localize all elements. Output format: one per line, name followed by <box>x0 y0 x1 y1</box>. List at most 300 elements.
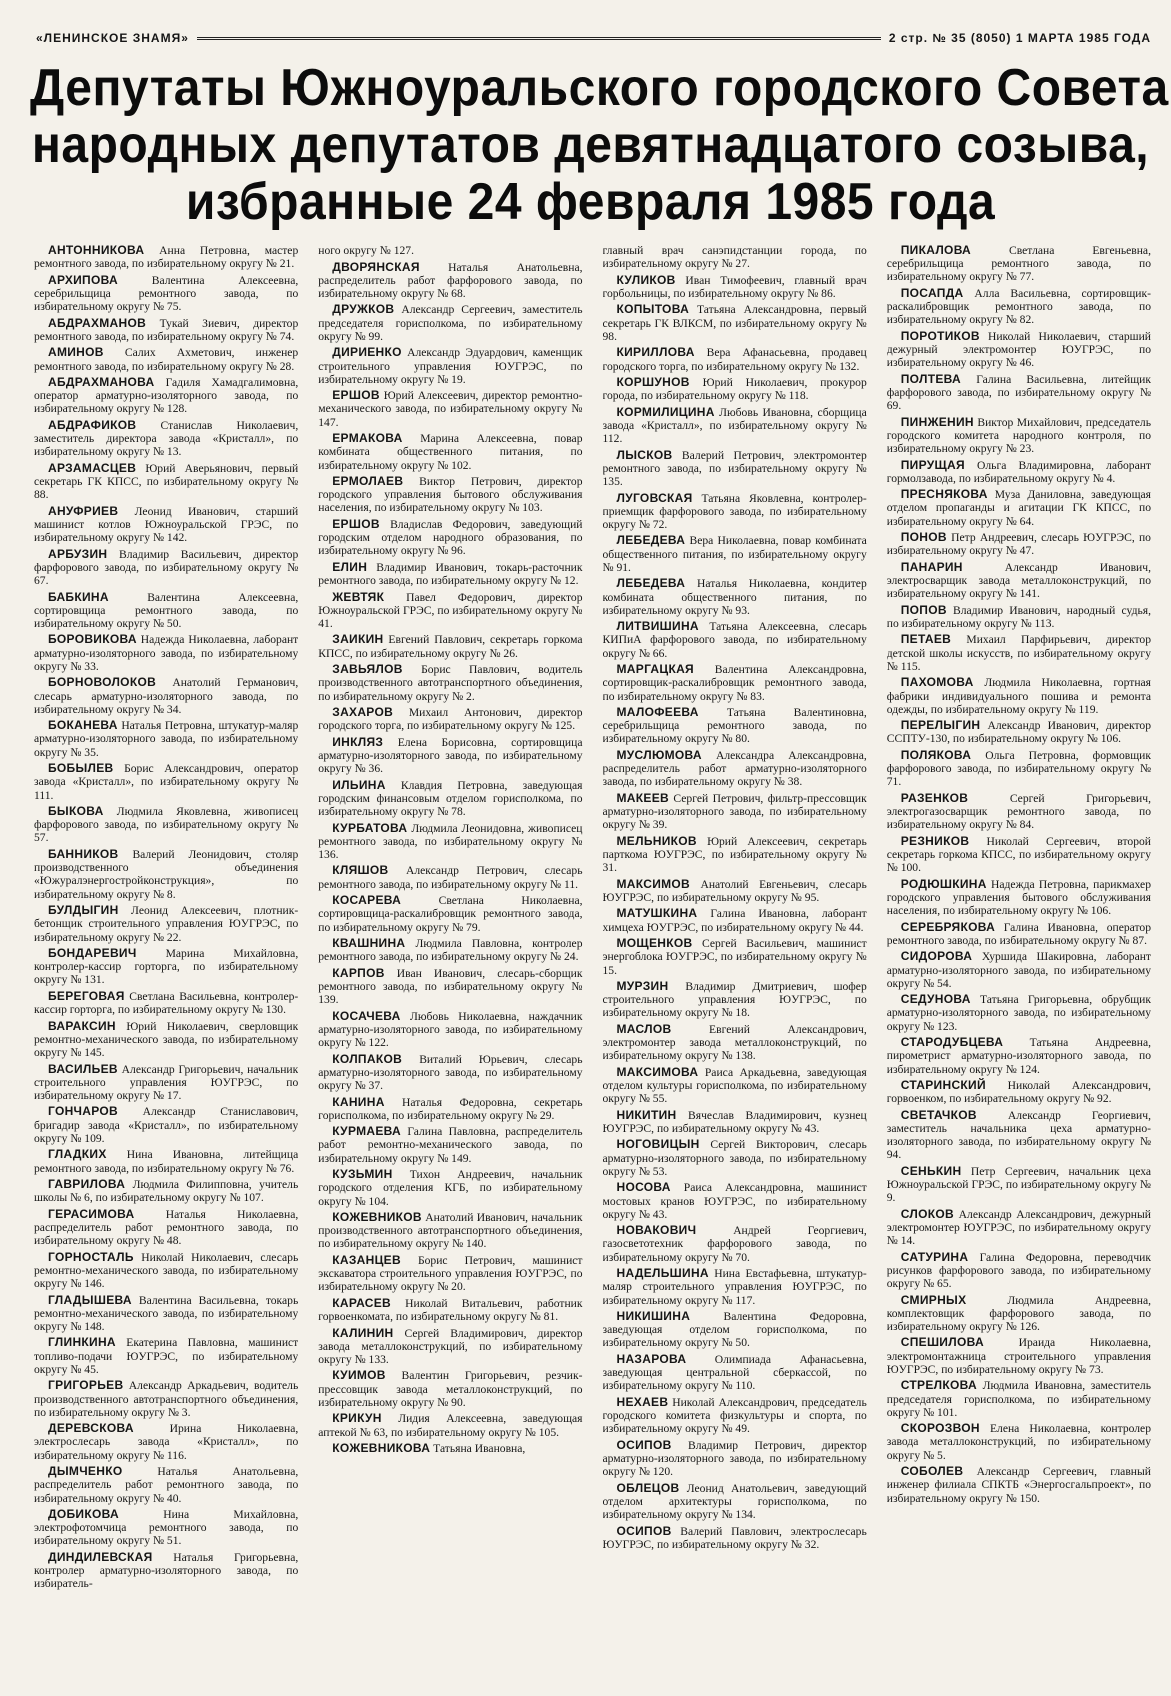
deputy-entry <box>34 676 298 716</box>
deputy-details: Андрей Георгиевич, газосветотехник фарфорового завода, по избирательному округу № 70. <box>602 1224 867 1264</box>
deputy-entry <box>603 1023 867 1063</box>
deputy-details: Николай Александрович, председатель городского комитета физкультуры и спорта, по избирательному округу № 49. <box>602 1395 867 1436</box>
deputy-name: ДЕРЕВСКОВА <box>48 1421 134 1436</box>
deputy-name: ЛЫСКОВ <box>616 447 673 462</box>
deputy-details: Виталий Юрьевич, слесарь арматурно-изоляторного завода, по избирательному округу № 37. <box>318 1052 583 1093</box>
deputy-entry <box>318 346 582 386</box>
deputy-entry <box>887 1109 1151 1162</box>
column-1 <box>34 244 298 1690</box>
deputy-details: Любовь Ивановна, сборщица завода «Кристалл», по избирательному округу № 112. <box>602 405 867 446</box>
deputy-details: Сергей Владимирович, директор завода металлоконструкций, по избирательному округу № 133. <box>318 1326 583 1366</box>
deputy-entry <box>887 244 1151 284</box>
deputy-entry <box>887 1336 1151 1376</box>
deputy-details: Александр Григорьевич, начальник строительного управления ЮУГРЭС, по избирательному округу № 17. <box>34 1062 299 1102</box>
deputy-name: ЖЕВТЯК <box>332 589 385 604</box>
masthead <box>36 28 1151 48</box>
deputy-name: КОСАРЕВА <box>332 893 402 908</box>
deputy-entry <box>318 1369 582 1409</box>
deputy-entry <box>318 591 582 631</box>
deputy-name: ОСИПОВ <box>616 1437 672 1452</box>
deputy-name: ПАНАРИН <box>900 559 963 574</box>
deputy-details: Михаил Антонович, директор городского торга, по избирательному округу № 125. <box>318 706 583 733</box>
deputy-name: АБДРАФИКОВ <box>48 417 137 432</box>
deputy-details: Виктор Петрович, директор городского управления бытового обслуживания населения, по избирательному округу № 103. <box>318 475 583 515</box>
deputy-entry <box>34 419 298 459</box>
newspaper-name: «ЛЕНИНСКОЕ ЗНАМЯ» <box>36 31 189 45</box>
deputy-name: ГЛАДКИХ <box>48 1147 107 1162</box>
deputy-details: Лидия Алексеевна, заведующая аптекой № 63, по избирательному округу № 105. <box>318 1412 583 1439</box>
deputy-entry <box>887 1208 1151 1248</box>
deputy-entry <box>34 505 298 545</box>
deputy-name: РОДЮШКИНА <box>900 876 987 891</box>
deputy-details: Михаил Парфирьевич, директор детской школы искусств, по избирательному округу № 115. <box>886 633 1151 673</box>
deputy-entry <box>34 548 298 588</box>
deputy-name: ПОПОВ <box>900 602 947 617</box>
deputy-details: Павел Федорович, директор Южноуральской ГРЭС, по избирательному округу № 41. <box>318 590 583 630</box>
deputy-details: Хуршида Шакировна, лаборант арматурно-изоляторного завода, по избирательному округу № 54. <box>886 950 1151 990</box>
deputy-entry <box>318 1254 582 1294</box>
deputy-name: АБДРАХМАНОВА <box>48 375 155 390</box>
deputy-details: Людмила Павловна, контролер ремонтного завода, по избирательному округу № 24. <box>318 937 583 964</box>
deputy-entry <box>318 432 582 472</box>
deputy-name: КОПЫТОВА <box>616 302 690 317</box>
deputy-name: ЛУГОВСКАЯ <box>616 490 693 505</box>
deputy-entry <box>887 330 1151 370</box>
deputy-name: КУЛИКОВ <box>616 272 676 287</box>
deputy-details: Нина Ивановна, литейщица ремонтного завода, по избирательному округу № 76. <box>34 1148 299 1175</box>
deputy-name: ПОРОТИКОВ <box>900 328 980 343</box>
deputy-details: Сергей Васильевич, машинист энергоблока ЮУГРЭС, по избирательному округу № 15. <box>602 937 867 977</box>
deputy-entry <box>603 1353 867 1393</box>
deputy-details: Людмила Яковлевна, живописец фарфорового завода, по избирательному округу № 57. <box>34 805 299 845</box>
deputy-details: Людмила Николаевна, гортная фабрики индивидуального пошива и ремонта одежды, по избирательному округу № 119. <box>886 676 1151 716</box>
deputy-name: ПОЛЯКОВА <box>900 747 972 762</box>
deputy-name: ПИРУЩАЯ <box>900 457 965 472</box>
deputy-details: Юрий Алексеевич, директор ремонтно-механического завода, по избирательному округу № 147. <box>318 389 583 429</box>
deputy-name: ИЛЬИНА <box>332 777 386 792</box>
deputy-name: БОРОВИКОВА <box>48 632 137 647</box>
deputy-details: Евгений Павлович, секретарь горкома КПСС, по избирательному округу № 26. <box>318 633 583 660</box>
deputy-entry <box>603 1396 867 1436</box>
deputy-entry <box>887 878 1151 918</box>
deputy-details: Раиса Александровна, машинист мостовых кранов ЮУГРЭС, по избирательному округу № 43. <box>602 1181 867 1221</box>
deputy-details: Салих Ахметович, инженер ремонтного завода, по избирательному округу № 28. <box>34 346 299 373</box>
deputy-details: Надежда Петровна, парикмахер городского управления бытового обслуживания населения, по избирательному округу № 106. <box>886 877 1151 918</box>
deputy-details: Алла Васильевна, сортировщик-раскалибровщик ремонтного завода, по избирательному округу № 82. <box>886 286 1151 327</box>
deputy-details: Сергей Петрович, фильтр-прессовщик арматурно-изоляторного завода, по избирательному округу № 39. <box>602 791 867 832</box>
deputy-name: ВАРАКСИН <box>48 1018 116 1033</box>
deputy-name: СЛОКОВ <box>900 1206 954 1221</box>
deputy-name: КОРШУНОВ <box>616 375 690 390</box>
deputy-details: Галина Федоровна, переводчик рисунков фарфорового завода, по избирательному округу № 65. <box>886 1250 1151 1291</box>
deputy-entry <box>887 1379 1151 1419</box>
deputy-details: Леонид Иванович, старший машинист котлов Южноуральской ГРЭС, по избирательному округу № 142. <box>34 504 299 545</box>
deputy-name: АНУФРИЕВ <box>48 503 119 518</box>
deputy-entry <box>34 1148 298 1174</box>
deputy-details: Наталья Федоровна, секретарь горисполкома, по избирательному округу № 29. <box>318 1095 583 1122</box>
deputy-entry <box>318 967 582 1007</box>
deputy-name: ПОСАПДА <box>900 285 964 300</box>
deputy-name: НИКИШИНА <box>616 1309 691 1324</box>
deputy-name: КОРМИЛИЦИНА <box>616 404 715 419</box>
deputy-entry <box>603 1224 867 1264</box>
deputy-entry <box>34 1379 298 1419</box>
deputy-details: Николай Александрович, горвоенком, по избирательному округу № 92. <box>886 1079 1151 1106</box>
deputy-details: Елена Николаевна, контролер завода металлоконструкций, по избирательному округу № 5. <box>886 1422 1151 1462</box>
deputy-details: Марина Алексеевна, повар комбината общественного питания, по избирательному округу № 102. <box>318 432 583 472</box>
deputy-details: Ираида Николаевна, электромонтажница строительного управления ЮУГРЭС, по избирательному округу № 73. <box>886 1336 1151 1376</box>
deputy-details: Галина Васильевна, литейщик фарфорового завода, по избирательному округу № 69. <box>886 372 1151 413</box>
deputy-entry <box>603 937 867 977</box>
deputy-name: КАЗАНЦЕВ <box>332 1252 401 1267</box>
deputy-details: Нина Михайловна, электрофотомчица ремонтного завода, по избирательному округу № 51. <box>34 1508 299 1548</box>
deputy-name: СИДОРОВА <box>900 949 973 964</box>
deputy-entry <box>34 591 298 631</box>
deputy-entry <box>318 937 582 963</box>
deputy-entry <box>887 561 1151 601</box>
deputy-name: ПЕРЕЛЫГИН <box>900 718 981 733</box>
deputy-details: Валерий Павлович, электрослесарь ЮУГРЭС, по избирательному округу № 32. <box>602 1524 867 1551</box>
deputy-details: Александр Аркадьевич, водитель производственного автотранспортного объединения, по избирательному округу № 3. <box>34 1379 299 1419</box>
deputy-entry <box>603 1109 867 1135</box>
deputy-details: Людмила Андреевна, комплектовщик фарфорового завода, по избирательному округу № 126. <box>886 1293 1151 1333</box>
deputy-name: ОБЛЕЦОВ <box>616 1480 680 1495</box>
deputy-details: Татьяна Александровна, первый секретарь ГК ВЛКСМ, по избирательному округу № 98. <box>602 303 867 343</box>
deputy-details: Наталья Анатольевна, распределитель работ фарфорового завода, по избирательному округу № 68. <box>318 260 583 300</box>
deputy-name: БАБКИНА <box>48 589 109 604</box>
deputy-name: КИРИЛЛОВА <box>616 345 695 360</box>
deputy-details: Александра Александровна, распределитель работ арматурно-изоляторного завода, по избирательному округу № 38. <box>602 748 867 789</box>
deputy-name: ПИНЖЕНИН <box>900 414 974 429</box>
deputy-entry <box>887 459 1151 485</box>
deputy-entry <box>603 577 867 617</box>
deputy-entry <box>603 1439 867 1479</box>
deputy-entry <box>318 894 582 934</box>
deputy-entry <box>318 1053 582 1093</box>
deputy-name: НЕХАЕВ <box>616 1394 669 1409</box>
deputy-name: АБДРАХМАНОВ <box>48 315 147 330</box>
deputy-entry <box>34 1020 298 1060</box>
deputy-entry <box>318 1010 582 1050</box>
deputy-details: Николай Николаевич, старший дежурный электромонтер ЮУГРЭС, по избирательному округу № 46. <box>886 329 1151 370</box>
deputy-entry <box>318 518 582 558</box>
deputy-entry <box>318 261 582 301</box>
deputy-entry <box>603 1066 867 1106</box>
deputy-name: СМИРНЫХ <box>900 1292 967 1307</box>
deputy-name: КУРМАЕВА <box>332 1124 401 1139</box>
deputy-name: СОБОЛЕВ <box>900 1464 964 1479</box>
deputy-details: Муза Даниловна, заведующая отделом пропаганды и агитации ГК КПСС, по избирательному округу № 64. <box>886 488 1151 528</box>
deputy-entry <box>34 1178 298 1204</box>
deputy-details: Вера Афанасьевна, продавец городского торга, по избирательному округу № 132. <box>602 346 867 373</box>
deputy-details: Олимпиада Афанасьевна, заведующая центральной сберкассой, по избирательному округу № 110. <box>602 1352 867 1393</box>
deputy-entry <box>887 719 1151 745</box>
deputy-entry <box>34 762 298 802</box>
deputy-entry <box>887 921 1151 947</box>
deputy-name: МАТУШКИНА <box>616 906 698 921</box>
headline-line: избранные 24 февраля 1985 года <box>185 173 996 232</box>
deputy-details: Юрий Николаевич, сверловщик ремонтно-механического завода, по избирательному округу № 145. <box>34 1019 299 1060</box>
deputy-name: ДРУЖКОВ <box>332 302 395 317</box>
deputy-name: МАКСИМОВ <box>616 876 691 891</box>
deputy-name: СЕДУНОВА <box>900 992 971 1007</box>
headline-line: народных депутатов девятнадцатого созыва, <box>31 116 1150 175</box>
deputy-name: ДОБИКОВА <box>48 1507 119 1522</box>
deputy-name: ПОНОВ <box>900 530 947 545</box>
deputy-details: Владимир Иванович, народный судья, по избирательному округу № 113. <box>886 603 1151 630</box>
deputy-name: КРИКУН <box>332 1411 382 1426</box>
deputy-entry <box>603 749 867 789</box>
deputy-entry <box>887 287 1151 327</box>
deputy-name: СТРЕЛКОВА <box>900 1378 977 1393</box>
deputy-entry <box>318 244 582 257</box>
deputy-entry <box>603 1267 867 1307</box>
deputy-details: Александр Эдуардович, каменщик строительного управления ЮУГРЭС, по избирательному округу № 19. <box>318 346 583 386</box>
deputy-details: Юрий Аверьянович, первый секретарь ГК КПСС, по избирательному округу № 88. <box>34 461 299 502</box>
deputy-name: КОЖЕВНИКОВ <box>332 1210 422 1225</box>
deputy-details: Марина Михайловна, контролер-кассир горторга, по избирательному округу № 131. <box>34 947 299 987</box>
deputy-details: Тихон Андреевич, начальник городского отделения КГБ, по избирательному округу № 104. <box>318 1168 583 1208</box>
deputy-details: Ирина Николаевна, электрослесарь завода «Кристалл», по избирательному округу № 116. <box>34 1422 299 1462</box>
deputy-entry <box>603 1181 867 1221</box>
deputy-name: ОСИПОВ <box>616 1523 672 1538</box>
deputy-entry <box>318 1442 582 1455</box>
deputy-entry <box>603 274 867 300</box>
deputy-name: КАРАСЕВ <box>332 1295 391 1310</box>
deputy-name: ДИНДИЛЕВСКАЯ <box>48 1549 153 1564</box>
deputy-name: КЛЯШОВ <box>332 863 389 878</box>
deputy-entry <box>34 1251 298 1291</box>
deputy-details: Анатолий Германович, слесарь арматурно-изоляторного завода, по избирательному округу № 34. <box>34 676 299 716</box>
deputy-name: НОВАКОВИЧ <box>616 1223 697 1238</box>
deputy-details: Станислав Николаевич, заместитель директора завода «Кристалл», по избирательному округу № 13. <box>34 418 299 459</box>
deputy-entry <box>887 749 1151 789</box>
deputy-entry <box>603 835 867 875</box>
deputy-entry <box>887 1036 1151 1076</box>
deputy-entry <box>34 462 298 502</box>
deputy-details: Сергей Викторович, слесарь арматурно-изоляторного завода, по избирательному округу № 53. <box>602 1138 867 1178</box>
deputy-name: ЗАИКИН <box>332 632 384 647</box>
deputy-name: КОЛПАКОВ <box>332 1051 403 1066</box>
deputy-details: Клавдия Петровна, заведующая городским финансовым отделом горисполкома, по избирательному округу № 78. <box>318 778 583 819</box>
deputy-name: ГОНЧАРОВ <box>48 1104 118 1119</box>
deputy-name: МУРЗИН <box>616 979 669 993</box>
deputy-details: Владислав Федорович, заведующий городским отделом народного образования, по избирательному округу № 96. <box>318 517 583 558</box>
deputy-entry <box>34 274 298 314</box>
deputy-name: СКОРОЗВОН <box>900 1421 980 1436</box>
deputy-name: БОРНОВОЛОКОВ <box>48 675 157 690</box>
deputy-entry <box>34 805 298 845</box>
deputy-details: Александр Петрович, слесарь ремонтного завода, по избирательному округу № 11. <box>318 864 583 891</box>
deputy-details: Валентина Федоровна, заведующая отделом горисполкома, по избирательному округу № 50. <box>602 1310 867 1350</box>
issue-info: 2 стр. № 35 (8050) 1 МАРТА 1985 ГОДА <box>888 31 1151 45</box>
deputy-details: Любовь Николаевна, наждачник арматурно-изоляторного завода, по избирательному округу № 122. <box>318 1009 583 1050</box>
deputy-entry <box>887 1079 1151 1105</box>
deputy-name: ЕЛИН <box>332 559 368 574</box>
deputy-entry <box>318 1096 582 1122</box>
deputy-details: Гадиля Хамадгалимовна, оператор арматурно-изоляторного завода, по избирательному округу № 128. <box>34 376 299 416</box>
deputy-entry <box>603 1525 867 1551</box>
deputy-entry <box>603 1138 867 1178</box>
deputy-entry <box>34 719 298 759</box>
deputy-entry <box>318 561 582 587</box>
deputy-name: ГРИГОРЬЕВ <box>48 1378 124 1393</box>
deputy-entry <box>34 1508 298 1548</box>
deputy-name: ПИКАЛОВА <box>900 244 972 257</box>
deputy-name: КОЖЕВНИКОВА <box>332 1441 431 1456</box>
deputy-name: ГОРНОСТАЛЬ <box>48 1249 134 1264</box>
deputy-details: ного округу № 127. <box>318 244 414 257</box>
deputy-details: Татьяна Ивановна, <box>433 1442 526 1456</box>
deputy-entry <box>887 950 1151 990</box>
deputy-details: Владимир Иванович, токарь-расточник ремонтного завода, по избирательному округу № 12. <box>318 560 583 588</box>
deputy-details: Анатолий Евгеньевич, слесарь ЮУГРЭС, по избирательному округу № 95. <box>602 877 867 904</box>
column-2 <box>318 244 582 1690</box>
deputy-details: Татьяна Григорьевна, обрубщик арматурно-изоляторного завода, по избирательному округу № 123. <box>886 993 1151 1033</box>
deputy-details: Евгений Александрович, электромонтер завода металлоконструкций, по избирательному округу № 138. <box>602 1022 867 1063</box>
deputy-name: КОСАЧЕВА <box>332 1008 401 1023</box>
deputy-entry <box>318 633 582 659</box>
deputy-name: ПАХОМОВА <box>900 675 974 690</box>
deputy-name: ВАСИЛЬЕВ <box>48 1061 118 1076</box>
deputy-details: Валентина Алексеевна, серебрильщица ремонтного завода, по избирательному округу № 75. <box>34 273 299 314</box>
deputy-name: БУЛДЫГИН <box>48 903 119 918</box>
deputy-entry <box>603 907 867 933</box>
deputy-details: Тукай Зиевич, директор ремонтного завода, по избирательному округу № 74. <box>34 316 299 343</box>
deputy-entry <box>603 449 867 489</box>
deputy-entry <box>34 1465 298 1505</box>
deputy-entry <box>603 620 867 660</box>
deputy-details: Валентина Алексеевна, сортировщица ремонтного завода, по избирательному округу № 50. <box>34 590 299 630</box>
deputy-details: Леонид Алексеевич, плотник-бетонщик строительного управления ЮУГРЭС, по избирательному округу № 22. <box>34 904 299 944</box>
deputy-name: ГАВРИЛОВА <box>48 1177 126 1192</box>
deputy-name: СЕРЕБРЯКОВА <box>900 919 996 934</box>
deputy-entry <box>603 346 867 372</box>
deputy-entry <box>887 531 1151 557</box>
deputy-entry <box>34 633 298 673</box>
deputy-name: КУЗЬМИН <box>332 1167 393 1182</box>
deputy-entry <box>603 792 867 832</box>
deputy-name: РАЗЕНКОВ <box>900 790 969 805</box>
deputy-details: Александр Сергеевич, главный инженер филиала СПКТБ «Энергосгальпроект», по избирательному округу № 150. <box>886 1465 1151 1505</box>
deputy-details: Раиса Аркадьевна, заведующая отделом культуры горисполкома, по избирательному округу № 55. <box>602 1065 867 1106</box>
deputy-entry <box>34 346 298 372</box>
deputy-entry <box>34 1551 298 1591</box>
page-headline <box>30 59 1169 232</box>
deputy-details: Иван Иванович, слесарь-сборщик ремонтного завода, по избирательному округу № 139. <box>318 966 583 1007</box>
deputy-details: Валерий Леонидович, столяр производственного объединения «Южуралэнергостройконструкция», по избирательному округу № 8. <box>34 847 299 901</box>
deputy-name: ИНКЛЯЗ <box>332 734 384 749</box>
deputy-details: Анатолий Иванович, начальник производственного автотранспортного объединения, по избирательному округу № 140. <box>318 1211 583 1251</box>
deputy-name: МАРГАЦКАЯ <box>616 662 694 677</box>
deputy-details: Юрий Алексеевич, секретарь парткома ЮУГРЭС, по избирательному округу № 31. <box>602 834 867 875</box>
deputy-entry <box>603 663 867 703</box>
deputy-entry <box>603 244 867 270</box>
deputy-entry <box>887 416 1151 456</box>
deputy-details: Александр Станиславович, бригадир завода «Кристалл», по избирательному округу № 109. <box>34 1105 299 1145</box>
deputy-entry <box>318 1125 582 1165</box>
deputy-entry <box>318 475 582 515</box>
deputy-name: МОЩЕНКОВ <box>616 936 693 951</box>
deputy-entry <box>603 706 867 746</box>
deputy-name: НОСОВА <box>616 1180 671 1195</box>
deputy-name: МАКСИМОВА <box>616 1064 699 1079</box>
deputy-entry <box>603 878 867 904</box>
deputy-name: МАКЕЕВ <box>616 790 669 805</box>
deputy-details: Сергей Григорьевич, электрогазосварщик ремонтного завода, по избирательному округу № 84. <box>886 791 1151 832</box>
deputy-entry <box>887 633 1151 673</box>
deputy-name: СПЕШИЛОВА <box>900 1335 984 1350</box>
deputy-name: ПОЛТЕВА <box>900 371 961 386</box>
deputy-name: ГЛАДЫШЕВА <box>48 1292 132 1307</box>
deputy-name: КВАШНИНА <box>332 936 406 951</box>
deputy-details: Татьяна Алексеевна, слесарь КИПиА фарфорового завода, по избирательному округу № 66. <box>602 620 867 660</box>
deputy-entry <box>318 1412 582 1438</box>
deputy-name: ПЕТАЕВ <box>900 632 952 647</box>
deputy-entry <box>34 1063 298 1103</box>
deputy-entry <box>34 1422 298 1462</box>
headline-line: Депутаты Южноуральского городского Совета <box>30 59 1169 118</box>
deputy-name: ГЛИНКИНА <box>48 1335 116 1350</box>
deputy-details: Наталья Николаевна, распределитель работ ремонтного завода, по избирательному округу № 48. <box>34 1207 299 1248</box>
deputy-entry <box>887 993 1151 1033</box>
deputy-name: АНТОННИКОВА <box>48 244 145 257</box>
deputy-name: НОГОВИЦЫН <box>616 1137 700 1152</box>
deputy-entry <box>318 1211 582 1251</box>
deputy-name: БЫКОВА <box>48 804 104 819</box>
deputy-entry <box>603 1310 867 1350</box>
deputy-details: Валерий Петрович, электромонтер ремонтного завода, по избирательному округу № 135. <box>602 448 867 489</box>
deputy-details: Владимир Дмитриевич, шофер строительного управления ЮУГРЭС, по избирательному округу № 18. <box>602 980 867 1020</box>
deputy-entry <box>318 1297 582 1323</box>
deputy-name: КАЛИНИН <box>332 1325 394 1340</box>
deputy-details: Валентина Васильевна, токарь ремонтно-механического завода, по избирательному округу № 148. <box>34 1293 299 1333</box>
deputy-entry <box>34 376 298 416</box>
deputy-entry <box>603 534 867 574</box>
deputy-details: Людмила Леонидовна, живописец ремонтного завода, по избирательному округу № 136. <box>318 821 583 861</box>
deputy-details: Виктор Михайлович, председатель городского комитета народного контроля, по избирательному округу № 23. <box>886 415 1151 456</box>
deputy-entry <box>34 317 298 343</box>
deputy-name: СТАРОДУБЦЕВА <box>900 1035 1004 1050</box>
deputy-name: НАДЕЛЬШИНА <box>616 1266 709 1281</box>
deputy-entry <box>887 1465 1151 1505</box>
deputy-details: Николай Николаевич, слесарь ремонтно-механического завода, по избирательному округу № 146. <box>34 1250 299 1291</box>
deputy-entry <box>34 244 298 270</box>
deputy-name: ЛЕБЕДЕВА <box>616 533 686 548</box>
deputy-entry <box>887 1165 1151 1205</box>
deputy-name: ЗАХАРОВ <box>332 705 394 720</box>
deputy-details: Татьяна Валентиновна, серебрильщица ремонтного завода, по избирательному округу № 80. <box>602 706 867 746</box>
column-4 <box>887 244 1151 1690</box>
deputy-details: Светлана Васильевна, контролер-кассир горторга, по избирательному округу № 130. <box>34 989 299 1017</box>
deputy-entry <box>603 980 867 1020</box>
deputy-name: БОНДАРЕВИЧ <box>48 946 137 960</box>
deputy-name: КАНИНА <box>332 1094 385 1109</box>
deputy-details: Галина Павловна, распределитель работ ремонтно-механического завода, по избирательному округу № 149. <box>318 1125 583 1165</box>
deputy-entry <box>887 835 1151 875</box>
deputy-details: Светлана Евгеньевна, серебрильщица ремонтного завода, по избирательному округу № 77. <box>886 244 1151 284</box>
deputy-details: главный врач санэпидстанции города, по избирательному округу № 27. <box>602 244 867 271</box>
deputy-details: Леонид Анатольевич, заведующий отделом архитектуры горисполкома, по избирательному округу № 134. <box>602 1481 867 1522</box>
deputy-name: МЕЛЬНИКОВ <box>616 833 697 848</box>
deputy-details: Вера Николаевна, повар комбината общественного питания, по избирательному округу № 91. <box>602 534 867 574</box>
deputy-details: Иван Тимофеевич, главный врач горбольницы, по избирательному округу № 86. <box>602 273 867 300</box>
deputy-entry <box>34 1294 298 1334</box>
deputy-details: Борис Петрович, машинист экскаватора строительного управления ЮУГРЭС, по избирательному округу № 20. <box>318 1253 583 1294</box>
deputy-name: ДЫМЧЕНКО <box>48 1464 123 1479</box>
deputy-name: СЕНЬКИН <box>900 1163 962 1178</box>
deputy-entry <box>318 303 582 343</box>
